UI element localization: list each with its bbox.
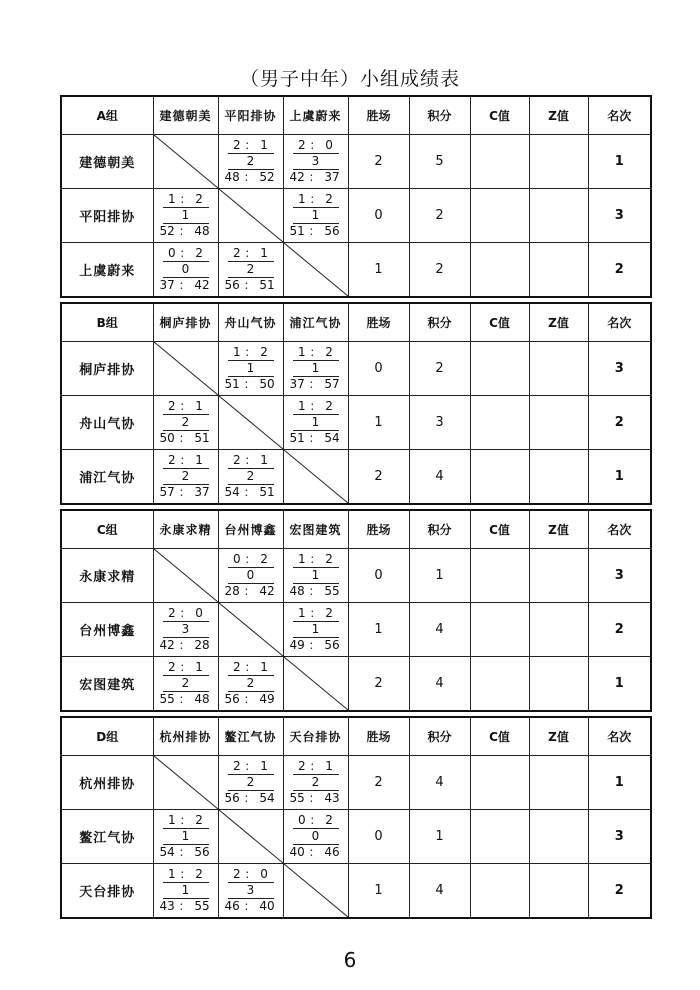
match-result-cell [218, 657, 283, 712]
z-value [529, 810, 588, 864]
match-result-cell [153, 396, 218, 450]
table-row [61, 864, 651, 919]
c-value [470, 549, 529, 603]
wins-value: 1 [348, 243, 409, 298]
match-result-cell [218, 756, 283, 810]
match-points: 2 [293, 775, 339, 791]
match-result-cell [218, 135, 283, 189]
table-row [61, 189, 651, 243]
diagonal-cell [153, 135, 218, 189]
z-value [529, 657, 588, 712]
row-team-name: 宏图建筑 [61, 657, 153, 712]
match-points: 1 [228, 361, 274, 377]
set-score: 2 ： 1 [228, 246, 274, 262]
point-score: 42 ： 28 [159, 638, 210, 652]
diagonal-cell [153, 342, 218, 396]
z-value [529, 450, 588, 505]
column-header-z: Z值 [529, 96, 588, 135]
set-score: 1 ： 2 [163, 813, 209, 829]
wins-value: 1 [348, 396, 409, 450]
match-result-cell [153, 189, 218, 243]
rank-value: 1 [588, 657, 651, 712]
points-value: 2 [409, 189, 470, 243]
column-header-wins: 胜场 [348, 96, 409, 135]
match-score [219, 138, 283, 185]
match-result-cell [283, 342, 348, 396]
row-team-name: 浦江气协 [61, 450, 153, 505]
rank-value: 3 [588, 549, 651, 603]
point-score: 50 ： 51 [159, 431, 210, 445]
set-score: 1 ： 2 [293, 345, 339, 361]
z-value [529, 756, 588, 810]
rank-value: 3 [588, 342, 651, 396]
match-points: 2 [163, 415, 209, 431]
table-row [61, 810, 651, 864]
point-score: 40 ： 46 [289, 845, 340, 859]
z-value [529, 864, 588, 919]
points-value: 3 [409, 396, 470, 450]
match-score [284, 345, 348, 392]
point-score: 49 ： 56 [289, 638, 340, 652]
column-team-name: 宏图建筑 [283, 510, 348, 549]
match-result-cell [153, 864, 218, 919]
set-score: 1 ： 2 [228, 345, 274, 361]
column-header-c: C值 [470, 717, 529, 756]
wins-value: 0 [348, 342, 409, 396]
point-score: 56 ： 51 [224, 278, 275, 292]
match-points: 0 [163, 262, 209, 278]
points-value: 2 [409, 342, 470, 396]
column-header-points: 积分 [409, 510, 470, 549]
table-row [61, 135, 651, 189]
column-team-name: 桐庐排协 [153, 303, 218, 342]
match-score [284, 759, 348, 806]
column-team-name: 浦江气协 [283, 303, 348, 342]
point-score: 48 ： 55 [289, 584, 340, 598]
points-value: 4 [409, 657, 470, 712]
point-score: 51 ： 56 [289, 224, 340, 238]
c-value [470, 657, 529, 712]
point-score: 51 ： 50 [224, 377, 275, 391]
z-value [529, 342, 588, 396]
header-row [61, 717, 651, 756]
table-row [61, 603, 651, 657]
rank-value: 3 [588, 189, 651, 243]
match-score [154, 606, 218, 653]
column-header-rank: 名次 [588, 96, 651, 135]
points-value: 4 [409, 603, 470, 657]
column-team-name: 上虞蔚来 [283, 96, 348, 135]
c-value [470, 864, 529, 919]
match-result-cell [218, 243, 283, 298]
column-header-points: 积分 [409, 96, 470, 135]
match-points: 1 [293, 415, 339, 431]
set-score: 2 ： 1 [228, 453, 274, 469]
diagonal-cell [283, 864, 348, 919]
set-score: 2 ： 1 [163, 453, 209, 469]
points-value: 4 [409, 756, 470, 810]
match-points: 2 [163, 676, 209, 692]
page-number: 6 [343, 948, 357, 972]
match-points: 3 [228, 883, 274, 899]
set-score: 2 ： 0 [228, 867, 274, 883]
column-team-name: 台州博鑫 [218, 510, 283, 549]
z-value [529, 189, 588, 243]
column-team-name: 鳌江气协 [218, 717, 283, 756]
wins-value: 0 [348, 189, 409, 243]
points-value: 5 [409, 135, 470, 189]
match-result-cell [153, 243, 218, 298]
group-label: A组 [61, 96, 153, 135]
point-score: 55 ： 43 [289, 791, 340, 805]
row-team-name: 上虞蔚来 [61, 243, 153, 298]
set-score: 1 ： 2 [163, 867, 209, 883]
point-score: 54 ： 56 [159, 845, 210, 859]
match-score [284, 192, 348, 239]
column-header-z: Z值 [529, 303, 588, 342]
match-score [219, 660, 283, 707]
wins-value: 2 [348, 135, 409, 189]
column-team-name: 建德朝美 [153, 96, 218, 135]
point-score: 54 ： 51 [224, 485, 275, 499]
column-header-c: C值 [470, 96, 529, 135]
match-points: 2 [228, 775, 274, 791]
match-points: 2 [228, 469, 274, 485]
match-result-cell [153, 450, 218, 505]
diagonal-cell [218, 810, 283, 864]
table-row [61, 549, 651, 603]
c-value [470, 450, 529, 505]
point-score: 57 ： 37 [159, 485, 210, 499]
match-result-cell [218, 549, 283, 603]
match-score [219, 552, 283, 599]
group-table [60, 509, 652, 712]
column-header-wins: 胜场 [348, 510, 409, 549]
header-row [61, 510, 651, 549]
z-value [529, 135, 588, 189]
match-points: 0 [228, 568, 274, 584]
match-points: 1 [293, 361, 339, 377]
match-score [154, 813, 218, 860]
set-score: 2 ： 1 [163, 660, 209, 676]
set-score: 1 ： 2 [293, 606, 339, 622]
set-score: 2 ： 0 [163, 606, 209, 622]
match-points: 1 [293, 622, 339, 638]
diagonal-cell [283, 450, 348, 505]
table-row [61, 342, 651, 396]
group-table [60, 302, 652, 505]
point-score: 28 ： 42 [224, 584, 275, 598]
c-value [470, 189, 529, 243]
point-score: 48 ： 52 [224, 170, 275, 184]
match-points: 3 [293, 154, 339, 170]
match-score [284, 552, 348, 599]
table-row [61, 396, 651, 450]
point-score: 37 ： 42 [159, 278, 210, 292]
set-score: 1 ： 2 [293, 192, 339, 208]
point-score: 37 ： 57 [289, 377, 340, 391]
set-score: 2 ： 1 [228, 138, 274, 154]
c-value [470, 603, 529, 657]
z-value [529, 396, 588, 450]
group-label: C组 [61, 510, 153, 549]
row-team-name: 鳌江气协 [61, 810, 153, 864]
group-label: B组 [61, 303, 153, 342]
set-score: 0 ： 2 [228, 552, 274, 568]
set-score: 2 ： 1 [163, 399, 209, 415]
column-team-name: 杭州排协 [153, 717, 218, 756]
wins-value: 2 [348, 657, 409, 712]
column-header-wins: 胜场 [348, 717, 409, 756]
point-score: 56 ： 54 [224, 791, 275, 805]
point-score: 51 ： 54 [289, 431, 340, 445]
match-points: 1 [163, 883, 209, 899]
rank-value: 3 [588, 810, 651, 864]
column-header-rank: 名次 [588, 303, 651, 342]
match-score [219, 345, 283, 392]
rank-value: 2 [588, 396, 651, 450]
column-team-name: 平阳排协 [218, 96, 283, 135]
point-score: 52 ： 48 [159, 224, 210, 238]
match-points: 2 [163, 469, 209, 485]
rank-value: 1 [588, 135, 651, 189]
match-result-cell [283, 396, 348, 450]
point-score: 46 ： 40 [224, 899, 275, 913]
row-team-name: 永康求精 [61, 549, 153, 603]
diagonal-cell [153, 756, 218, 810]
diagonal-cell [218, 189, 283, 243]
match-score [154, 660, 218, 707]
column-team-name: 永康求精 [153, 510, 218, 549]
diagonal-cell [218, 603, 283, 657]
column-header-rank: 名次 [588, 510, 651, 549]
match-score [219, 453, 283, 500]
match-points: 1 [163, 829, 209, 845]
points-value: 1 [409, 549, 470, 603]
match-score [219, 246, 283, 293]
table-row [61, 450, 651, 505]
group-label: D组 [61, 717, 153, 756]
diagonal-cell [283, 243, 348, 298]
match-result-cell [153, 810, 218, 864]
rank-value: 1 [588, 450, 651, 505]
match-score [284, 606, 348, 653]
match-score [154, 246, 218, 293]
row-team-name: 桐庐排协 [61, 342, 153, 396]
header-row [61, 303, 651, 342]
c-value [470, 396, 529, 450]
match-points: 3 [163, 622, 209, 638]
set-score: 2 ： 1 [228, 759, 274, 775]
match-score [154, 192, 218, 239]
column-team-name: 舟山气协 [218, 303, 283, 342]
group-table [60, 716, 652, 919]
set-score: 2 ： 1 [293, 759, 339, 775]
match-points: 1 [293, 208, 339, 224]
point-score: 42 ： 37 [289, 170, 340, 184]
points-value: 4 [409, 450, 470, 505]
match-score [284, 138, 348, 185]
match-score [219, 867, 283, 914]
match-result-cell [283, 756, 348, 810]
points-value: 4 [409, 864, 470, 919]
point-score: 43 ： 55 [159, 899, 210, 913]
match-result-cell [283, 603, 348, 657]
c-value [470, 243, 529, 298]
column-header-z: Z值 [529, 717, 588, 756]
point-score: 55 ： 48 [159, 692, 210, 706]
table-row [61, 243, 651, 298]
column-header-c: C值 [470, 303, 529, 342]
row-team-name: 平阳排协 [61, 189, 153, 243]
z-value [529, 549, 588, 603]
match-points: 2 [228, 676, 274, 692]
c-value [470, 810, 529, 864]
diagonal-cell [218, 396, 283, 450]
match-points: 2 [228, 262, 274, 278]
diagonal-cell [283, 657, 348, 712]
row-team-name: 杭州排协 [61, 756, 153, 810]
wins-value: 2 [348, 756, 409, 810]
row-team-name: 天台排协 [61, 864, 153, 919]
group-table [60, 95, 652, 298]
wins-value: 0 [348, 549, 409, 603]
match-result-cell [283, 135, 348, 189]
page-title: （男子中年）小组成绩表 [239, 68, 460, 90]
match-result-cell [153, 603, 218, 657]
rank-value: 1 [588, 756, 651, 810]
row-team-name: 建德朝美 [61, 135, 153, 189]
column-header-points: 积分 [409, 303, 470, 342]
set-score: 2 ： 0 [293, 138, 339, 154]
column-team-name: 天台排协 [283, 717, 348, 756]
column-header-rank: 名次 [588, 717, 651, 756]
match-score [284, 399, 348, 446]
rank-value: 2 [588, 243, 651, 298]
match-score [154, 867, 218, 914]
column-header-z: Z值 [529, 510, 588, 549]
wins-value: 1 [348, 603, 409, 657]
match-score [284, 813, 348, 860]
point-score: 56 ： 49 [224, 692, 275, 706]
match-score [154, 399, 218, 446]
z-value [529, 243, 588, 298]
set-score: 1 ： 2 [293, 552, 339, 568]
points-value: 1 [409, 810, 470, 864]
set-score: 1 ： 2 [293, 399, 339, 415]
match-result-cell [283, 549, 348, 603]
table-row [61, 756, 651, 810]
table-row [61, 657, 651, 712]
rank-value: 2 [588, 864, 651, 919]
header-row [61, 96, 651, 135]
match-score [219, 759, 283, 806]
match-points: 1 [163, 208, 209, 224]
match-points: 0 [293, 829, 339, 845]
diagonal-cell [153, 549, 218, 603]
c-value [470, 342, 529, 396]
set-score: 0 ： 2 [293, 813, 339, 829]
match-points: 2 [228, 154, 274, 170]
match-result-cell [153, 657, 218, 712]
row-team-name: 台州博鑫 [61, 603, 153, 657]
c-value [470, 756, 529, 810]
set-score: 1 ： 2 [163, 192, 209, 208]
column-header-wins: 胜场 [348, 303, 409, 342]
z-value [529, 603, 588, 657]
rank-value: 2 [588, 603, 651, 657]
wins-value: 1 [348, 864, 409, 919]
match-result-cell [218, 450, 283, 505]
match-score [154, 453, 218, 500]
set-score: 2 ： 1 [228, 660, 274, 676]
match-result-cell [283, 189, 348, 243]
row-team-name: 舟山气协 [61, 396, 153, 450]
c-value [470, 135, 529, 189]
match-result-cell [283, 810, 348, 864]
set-score: 0 ： 2 [163, 246, 209, 262]
column-header-points: 积分 [409, 717, 470, 756]
match-points: 1 [293, 568, 339, 584]
column-header-c: C值 [470, 510, 529, 549]
match-result-cell [218, 864, 283, 919]
points-value: 2 [409, 243, 470, 298]
wins-value: 2 [348, 450, 409, 505]
wins-value: 0 [348, 810, 409, 864]
match-result-cell [218, 342, 283, 396]
